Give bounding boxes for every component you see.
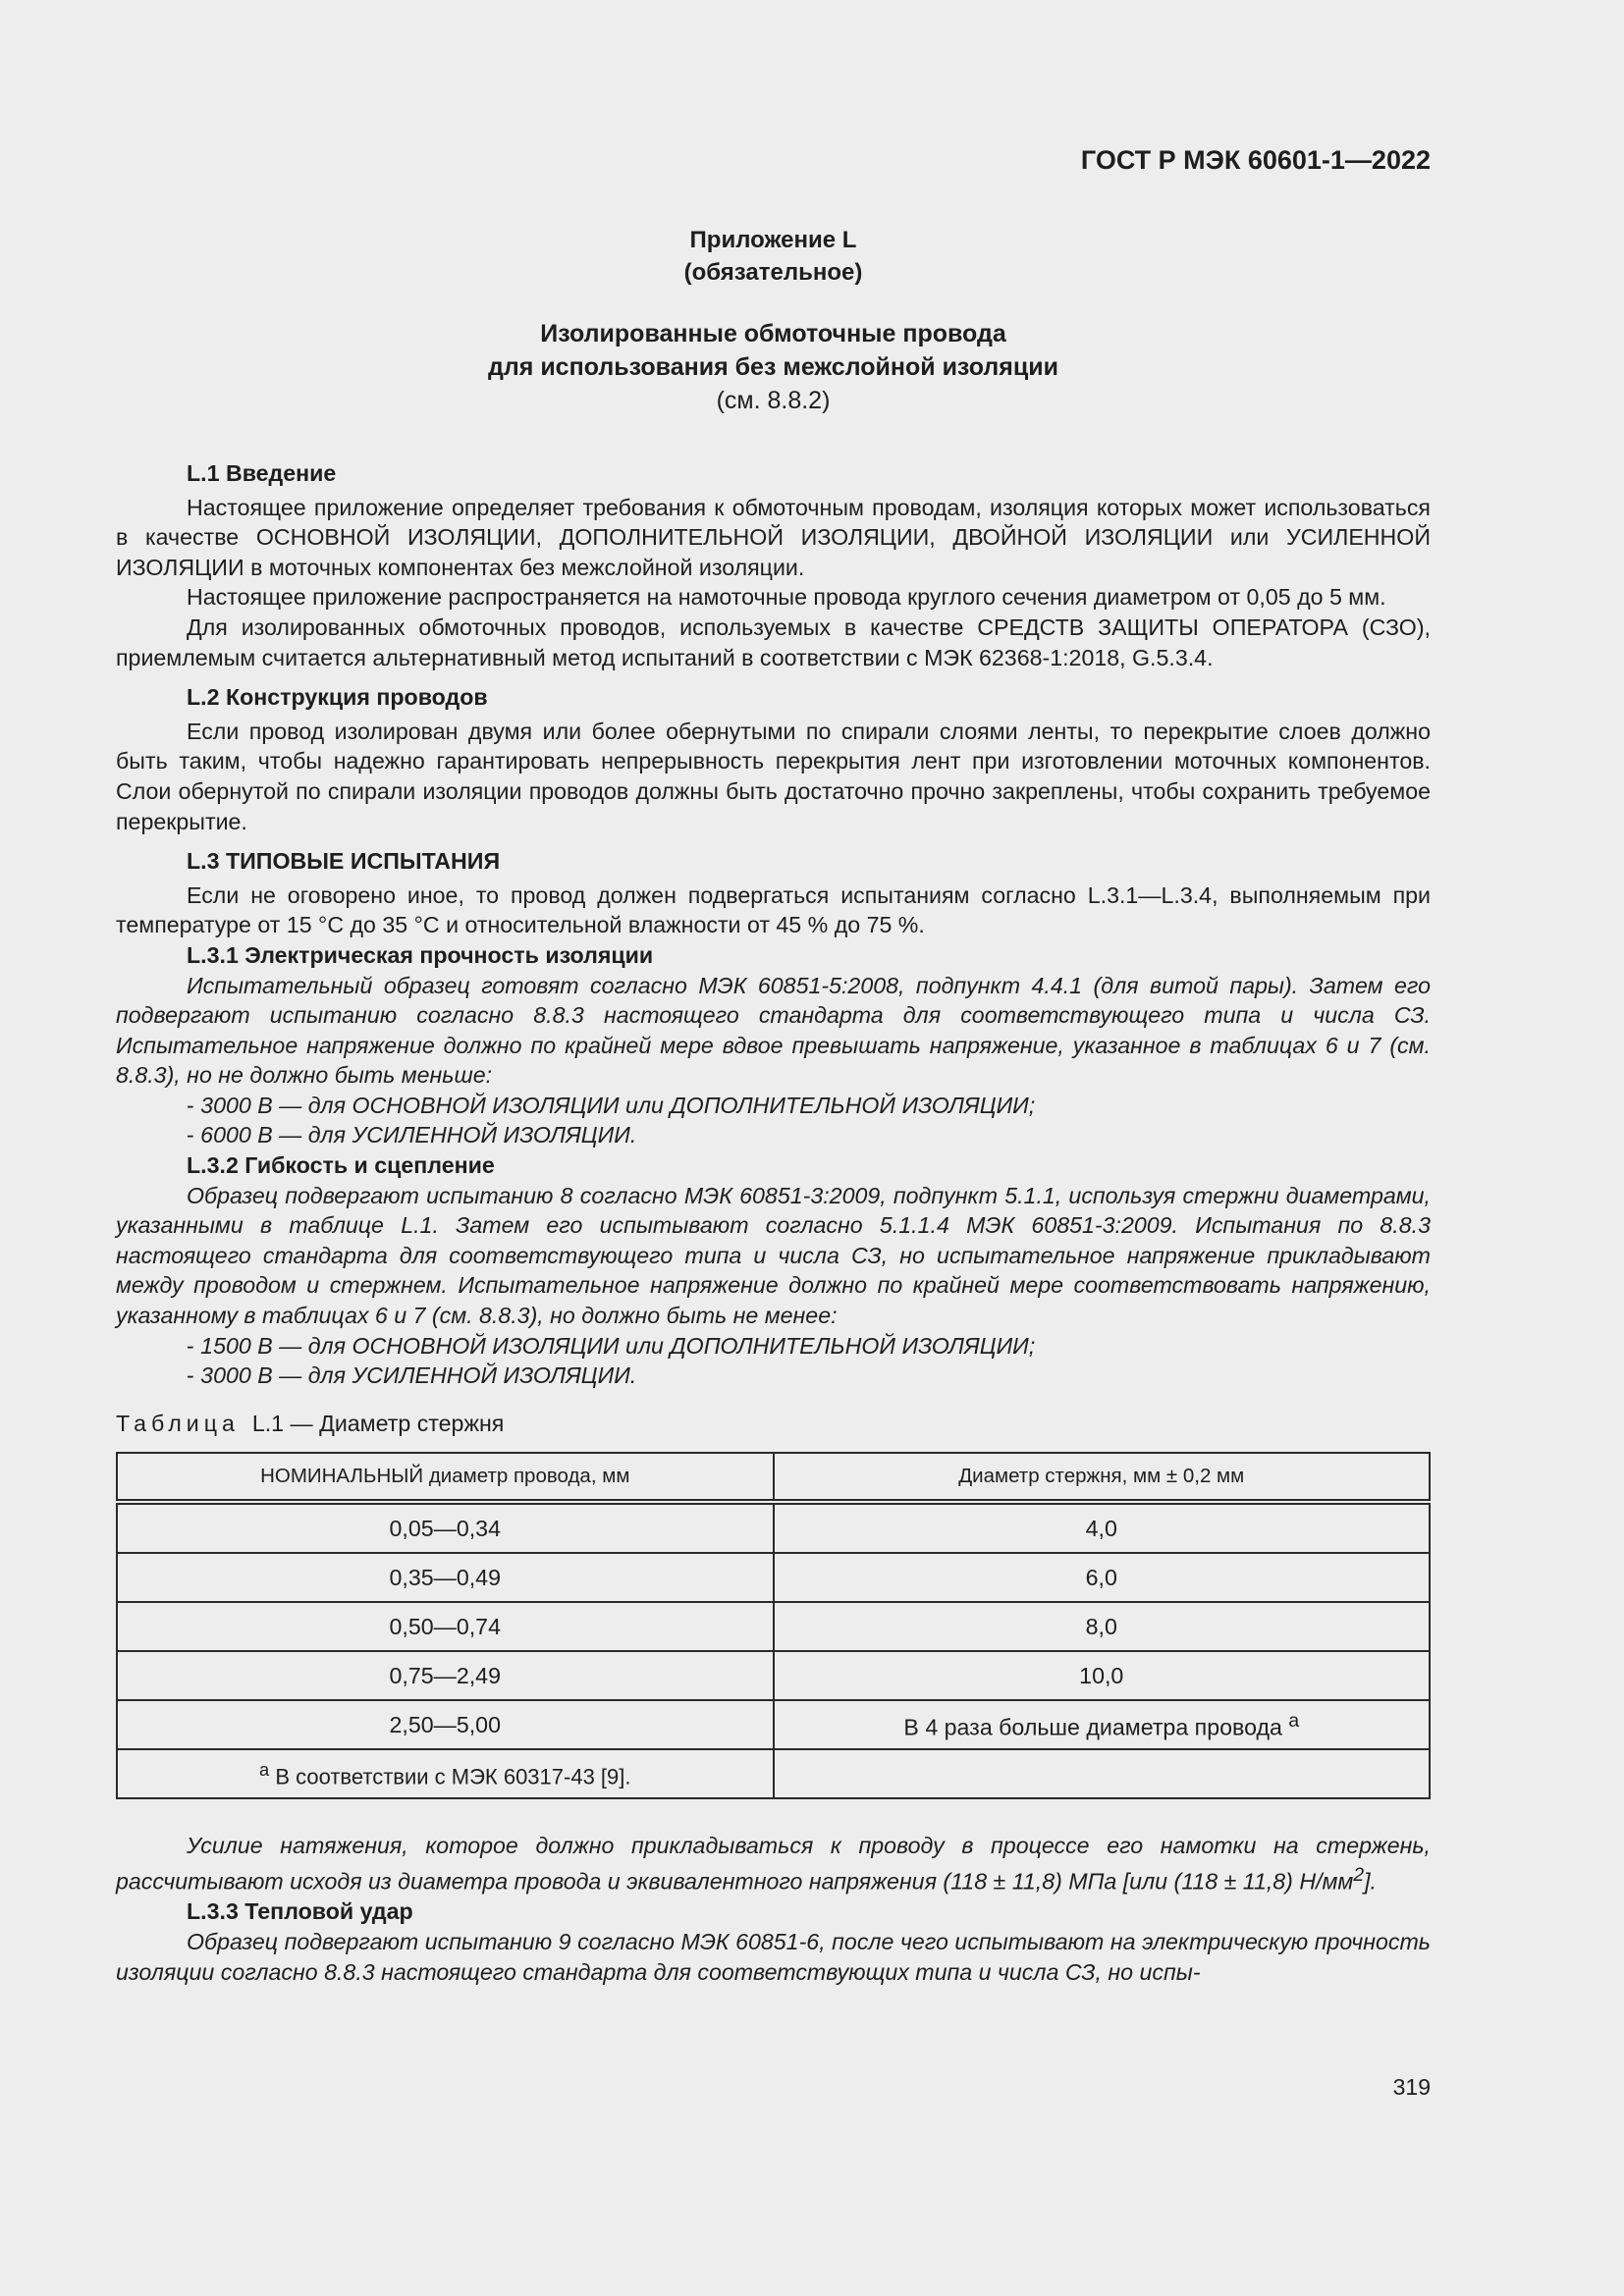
- table-header-row: [117, 1453, 1430, 1502]
- paragraph: Испытательный образец готовят согласно МЭК 60851-5:2008, подпункт 4.4.1 (для витой пары). Затем его подвергают испытанию согласно 8.8.3 настоящего стандарта для соответствующего типа и числа СЗ. Испытательное напряжение должно по крайней мере вдвое превышать напряжение, указанное в таблицах 6 и 7 (см. 8.8.3), но не должно быть меньше:: [116, 972, 1431, 1089]
- table-footnote-row: [117, 1749, 1430, 1798]
- table-cell: 4,0: [774, 1502, 1431, 1553]
- table-row: [117, 1602, 1430, 1651]
- voltage-list: [116, 1091, 1431, 1150]
- column-header: Диаметр стержня, мм ± 0,2 мм: [774, 1453, 1431, 1502]
- table-row: [117, 1700, 1430, 1749]
- table-row: [117, 1651, 1430, 1700]
- paragraph-text: Усилие натяжения, которое должно прикладываться к проводу в процессе его намотки на стержень, рассчитывают исходя из диаметра провода и эквивалентного напряжения (118 ± 11,8) МПа [или (118 ± 11,8) Н/мм: [116, 1833, 1431, 1895]
- title-line-1: Изолированные обмоточные провода: [540, 320, 1006, 347]
- footnote-text: В соответствии с МЭК 60317-43 [9].: [275, 1764, 631, 1789]
- mandrel-diameter-table: [116, 1452, 1431, 1799]
- standard-number: ГОСТ Р МЭК 60601-1—2022: [1080, 145, 1431, 175]
- table-cell: 6,0: [774, 1553, 1431, 1602]
- section-heading-l3-2: L.3.2 Гибкость и сцепление: [187, 1152, 495, 1179]
- table-cell: 0,05—0,34: [117, 1502, 774, 1553]
- table-cell: 2,50—5,00: [117, 1700, 774, 1749]
- table-row: [117, 1553, 1430, 1602]
- table-caption-word: Таблица: [116, 1410, 240, 1436]
- paragraph: Если не оговорено иное, то провод должен подвергаться испытаниям согласно L.3.1—L.3.4, выполняемым при температуре от 15 °С до 35 °С и относительной влажности от 45 % до 75 %.: [116, 881, 1431, 938]
- list-item: - 6000 В — для УСИЛЕННОЙ ИЗОЛЯЦИИ.: [187, 1120, 1431, 1150]
- table-cell: [774, 1700, 1431, 1749]
- table-cell: 10,0: [774, 1651, 1431, 1700]
- section-heading-l3-3: L.3.3 Тепловой удар: [187, 1898, 413, 1925]
- section-heading-l3: L.3 ТИПОВЫЕ ИСПЫТАНИЯ: [187, 848, 501, 875]
- table-row: [117, 1502, 1430, 1553]
- table-caption: [116, 1409, 1431, 1439]
- column-header: НОМИНАЛЬНЫЙ диаметр провода, мм: [117, 1453, 774, 1502]
- annex-title: [116, 317, 1431, 417]
- table-cell: 0,75—2,49: [117, 1651, 774, 1700]
- footnote-marker: a: [1288, 1711, 1300, 1733]
- paragraph-text: ].: [1364, 1868, 1377, 1895]
- table-cell: 0,50—0,74: [117, 1602, 774, 1651]
- paragraph: Образец подвергают испытанию 9 согласно МЭК 60851-6, после чего испытывают на электрическую прочность изоляции согласно 8.8.3 настоящего стандарта для соответствующих типа и числа СЗ, но испы-: [116, 1928, 1431, 1985]
- table-cell: 0,35—0,49: [117, 1553, 774, 1602]
- paragraph: [116, 1831, 1431, 1896]
- table-cell: 8,0: [774, 1602, 1431, 1651]
- superscript: 2: [1353, 1865, 1365, 1886]
- table-cell-text: В 4 раза больше диаметра провода: [903, 1714, 1282, 1740]
- document-body: [116, 458, 1431, 1987]
- title-line-2: для использования без межслойной изоляции: [488, 353, 1058, 381]
- annex-label: Приложение L: [689, 227, 857, 253]
- paragraph: Образец подвергают испытанию 8 согласно МЭК 60851-3:2009, подпункт 5.1.1, используя стержни диаметрами, указанными в таблице L.1. Затем его испытывают согласно 5.1.1.4 МЭК 60851-3:2009. Испытания по 8.8.3 настоящего стандарта для соответствующего типа и числа СЗ, но испытательное напряжение прикладывают между проводом и стержнем. Испытательное напряжение должно по крайней мере соответствовать напряжению, указанному в таблицах 6 и 7 (см. 8.8.3), но должно быть не менее:: [116, 1182, 1431, 1329]
- voltage-list: [116, 1331, 1431, 1391]
- table-caption-title: L.1 — Диаметр стержня: [251, 1410, 505, 1436]
- paragraph: Настоящее приложение распространяется на намоточные провода круглого сечения диаметром от 0,05 до 5 мм.: [187, 584, 1386, 611]
- annex-heading: [116, 224, 1431, 289]
- list-item: - 3000 В — для УСИЛЕННОЙ ИЗОЛЯЦИИ.: [187, 1361, 1431, 1391]
- title-reference: (см. 8.8.2): [716, 387, 831, 414]
- list-item: - 3000 В — для ОСНОВНОЙ ИЗОЛЯЦИИ или ДОПОЛНИТЕЛЬНОЙ ИЗОЛЯЦИИ;: [187, 1091, 1431, 1121]
- table-footnote: [117, 1749, 774, 1798]
- section-heading-l3-1: L.3.1 Электрическая прочность изоляции: [187, 941, 654, 968]
- section-heading-l2: L.2 Конструкция проводов: [187, 684, 488, 711]
- page-number: 319: [1392, 2074, 1431, 2100]
- footnote-marker: a: [259, 1759, 270, 1781]
- paragraph: Для изолированных обмоточных проводов, используемых в качестве СРЕДСТВ ЗАЩИТЫ ОПЕРАТОРА (СЗО), приемлемым считается альтернативный метод испытаний в соответствии с МЭК 62368-1:2018, G.5.3.4.: [116, 614, 1431, 670]
- paragraph: Настоящее приложение определяет требования к обмоточным проводам, изоляция которых может использоваться в качестве ОСНОВНОЙ ИЗОЛЯЦИИ, ДОПОЛНИТЕЛЬНОЙ ИЗОЛЯЦИИ, ДВОЙНОЙ ИЗОЛЯЦИИ или УСИЛЕННОЙ ИЗОЛЯЦИИ в моточных компонентах без межслойной изоляции.: [116, 494, 1431, 580]
- list-item: - 1500 В — для ОСНОВНОЙ ИЗОЛЯЦИИ или ДОПОЛНИТЕЛЬНОЙ ИЗОЛЯЦИИ;: [187, 1331, 1431, 1362]
- paragraph: Если провод изолирован двумя или более обернутыми по спирали слоями ленты, то перекрытие слоев должно быть таким, чтобы надежно гарантировать непрерывность перекрытия лент при изготовлении моточных компонентов. Слои обернутой по спирали изоляции проводов должны быть достаточно прочно закреплены, чтобы сохранить требуемое перекрытие.: [116, 718, 1431, 834]
- empty-cell: [774, 1749, 1431, 1798]
- annex-status: (обязательное): [683, 259, 863, 286]
- section-heading-l1: L.1 Введение: [187, 460, 337, 486]
